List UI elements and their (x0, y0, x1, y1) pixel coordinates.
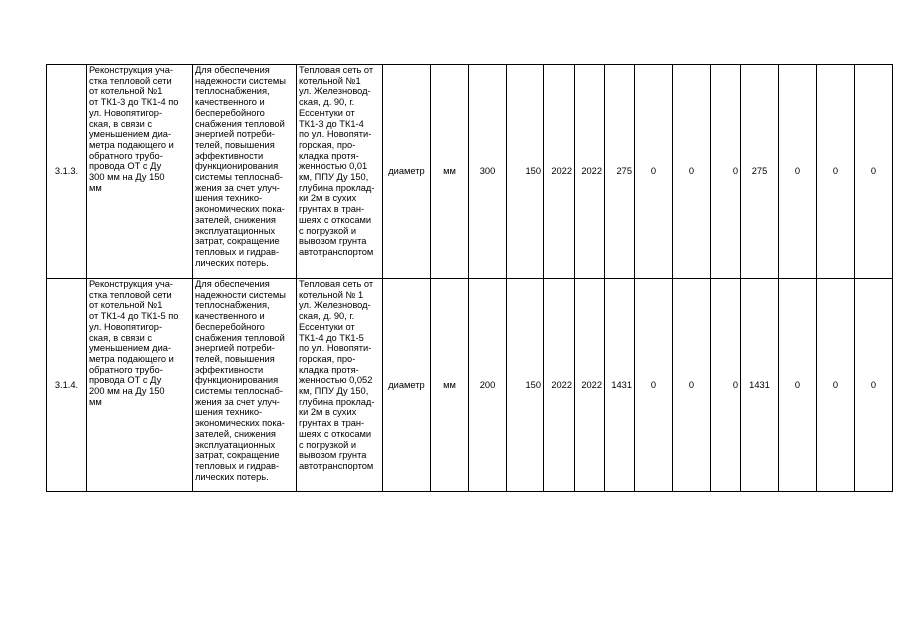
cost-value: 0 (817, 65, 855, 279)
year-end: 2022 (575, 279, 605, 492)
year-start: 2022 (544, 279, 575, 492)
cost-value: 0 (635, 279, 673, 492)
cost-value: 0 (673, 279, 711, 492)
value-after: 150 (507, 65, 544, 279)
value-before: 200 (469, 279, 507, 492)
project-description: Тепловая сеть от котельной №1 ул. Железновод- ская, д. 90, г. Ессентуки от ТК1-3 до ТК1-4 по ул. Новопяти- горская, про- кладка протя- женностью 0,01 км, ППУ Ду 150, глубина проклад- ки 2м в сухих грунтах в тран- шеях с откосами с погрузкой и вывозом грунта автотранспортом (297, 65, 383, 279)
unit: мм (431, 279, 469, 492)
table-row (47, 279, 893, 492)
total-cost: 1431 (605, 279, 635, 492)
cost-value: 0 (855, 65, 893, 279)
project-name: Реконструкция уча- стка тепловой сети от котельной №1 от ТК1-4 до ТК1-5 по ул. Новопятигор- ская, в связи с уменьшением диа- метра подающего и обратного трубо- провода ОТ с Ду 200 мм на Ду 150 мм (87, 279, 193, 492)
cost-value: 0 (673, 65, 711, 279)
cost-value: 0 (779, 65, 817, 279)
cost-value: 0 (817, 279, 855, 492)
cost-value: 1431 (741, 279, 779, 492)
year-end: 2022 (575, 65, 605, 279)
cost-value: 0 (855, 279, 893, 492)
cost-value: 0 (635, 65, 673, 279)
total-cost: 275 (605, 65, 635, 279)
row-number: 3.1.4. (47, 279, 87, 492)
cost-value: 275 (741, 65, 779, 279)
project-purpose: Для обеспечения надежности системы теплоснабжения, качественного и бесперебойного снабжения тепловой энергией потреби- телей, повышения эффективности функционирования системы теплоснаб- жения за счет улуч- шения технико- экономических пока- зателей, снижения эксплуатационных затрат, сокращение тепловых и гидрав- лических потерь. (193, 279, 297, 492)
row-number: 3.1.3. (47, 65, 87, 279)
cost-value: 0 (711, 65, 741, 279)
year-start: 2022 (544, 65, 575, 279)
project-purpose: Для обеспечения надежности системы теплоснабжения, качественного и бесперебойного снабжения тепловой энергией потреби- телей, повышения эффективности функционирования системы теплоснаб- жения за счет улуч- шения технико- экономических пока- зателей, снижения эксплуатационных затрат, сокращение тепловых и гидрав- лических потерь. (193, 65, 297, 279)
parameter-name: диаметр (383, 65, 431, 279)
parameter-name: диаметр (383, 279, 431, 492)
cost-value: 0 (711, 279, 741, 492)
investment-table (46, 64, 893, 492)
value-before: 300 (469, 65, 507, 279)
unit: мм (431, 65, 469, 279)
cost-value: 0 (779, 279, 817, 492)
value-after: 150 (507, 279, 544, 492)
table-row (47, 65, 893, 279)
project-description: Тепловая сеть от котельной № 1 ул. Железновод- ская, д. 90, г. Ессентуки от ТК1-4 до ТК1-5 по ул. Новопяти- горская, про- кладка протя- женностью 0,052 км, ППУ Ду 150, глубина проклад- ки 2м в сухих грунтах в тран- шеях с откосами с погрузкой и вывозом грунта автотранспортом (297, 279, 383, 492)
project-name: Реконструкция уча- стка тепловой сети от котельной №1 от ТК1-3 до ТК1-4 по ул. Новопятигор- ская, в связи с уменьшением диа- метра подающего и обратного трубо- провода ОТ с Ду 300 мм на Ду 150 мм (87, 65, 193, 279)
